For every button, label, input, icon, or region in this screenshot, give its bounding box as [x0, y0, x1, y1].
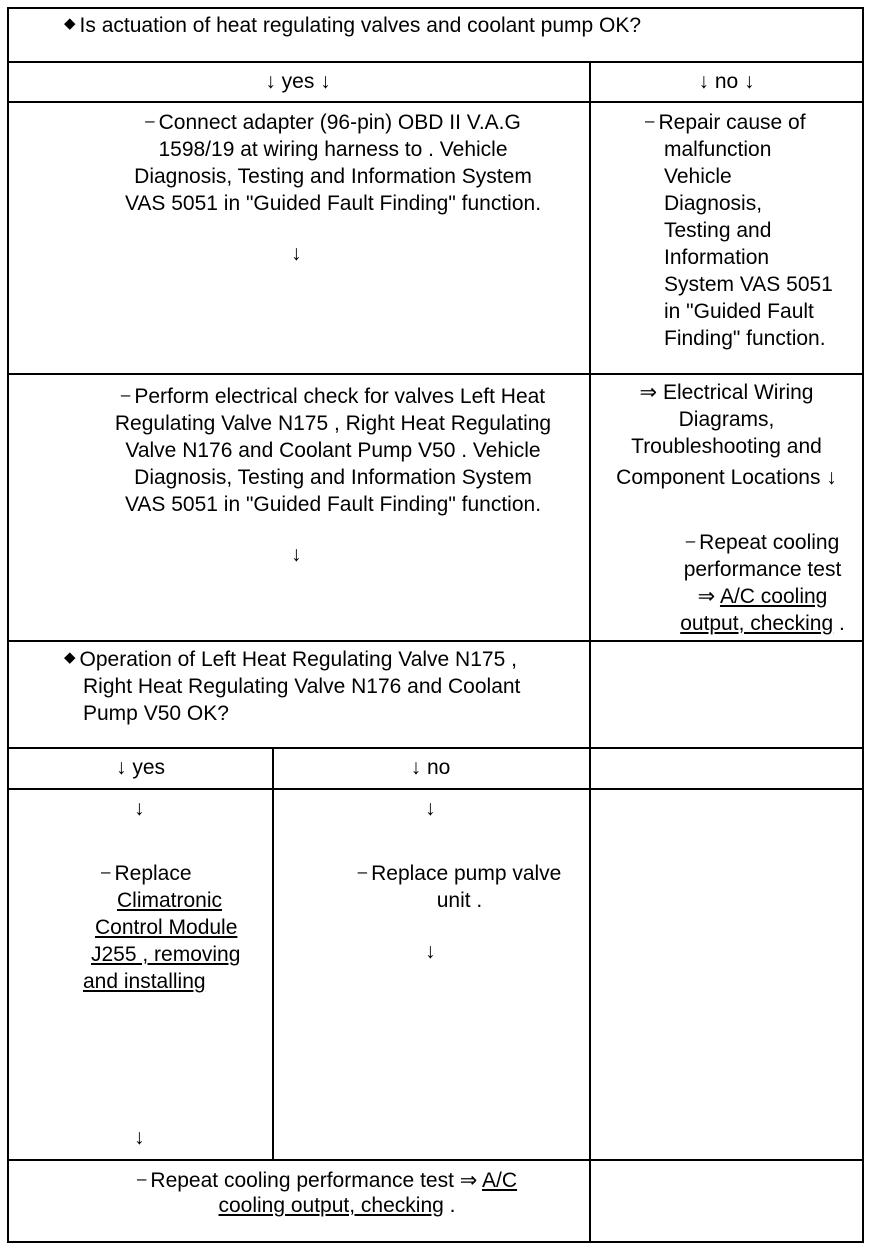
climatronic-module-link[interactable]: Climatronic: [117, 889, 223, 912]
replace-module-step: – Replace Climatronic Control Module J255 , removing and installing: [83, 862, 241, 993]
row-divider: [7, 373, 864, 375]
step-line: Valve N176 and Coolant Pump V50 . Vehicle: [125, 439, 541, 462]
diamond-bullet-icon: ◆: [64, 649, 76, 666]
repeat-cooling-test-step: – Repeat cooling performance test ⇒ A/C cooling output, checking .: [680, 531, 845, 635]
operation-question: ◆ Operation of Left Heat Regulating Valve N175 , Right Heat Regulating Valve N176 and Coolant Pump V50 OK?: [64, 648, 521, 725]
dash-bullet-icon: –: [120, 385, 131, 404]
connect-adapter-step: [89, 107, 577, 217]
electrical-check-step: [80, 381, 586, 518]
no-branch-label: ↓ no: [410, 756, 451, 779]
yes-branch-label: ↓ yes: [115, 756, 165, 779]
step-line: Regulating Valve N175 , Right Heat Regulating: [114, 412, 552, 435]
down-arrow-icon: ↓: [425, 940, 436, 963]
ac-cooling-output-link[interactable]: output, checking: [680, 612, 834, 635]
step-line: Diagnosis, Testing and Information System: [134, 466, 532, 489]
replace-pump-step: – Replace pump valve unit .: [357, 862, 562, 912]
step-line: – Connect adapter (96-pin) OBD II V.A.G: [145, 111, 521, 134]
header-question: [64, 10, 641, 39]
dash-bullet-icon: –: [645, 111, 655, 130]
wiring-diagrams-reference[interactable]: ⇒ Electrical Wiring Diagrams, Troubleshooting and Component Locations ↓: [616, 381, 837, 489]
step-line: 1598/19 at wiring harness to . Vehicle: [158, 138, 508, 161]
ac-cooling-output-link[interactable]: cooling output, checking: [218, 1194, 444, 1217]
step-line: VAS 5051 in "Guided Fault Finding" function.: [124, 192, 542, 215]
dash-bullet-icon: –: [101, 862, 111, 881]
no-branch-label: ↓ no ↓: [698, 70, 755, 93]
dash-bullet-icon: –: [685, 531, 696, 550]
down-arrow-icon: ↓: [291, 242, 302, 265]
repeat-cooling-test-final: – Repeat cooling performance test ⇒ A/C: [136, 1169, 518, 1192]
ac-cooling-output-link[interactable]: A/C cooling: [719, 585, 828, 608]
dash-bullet-icon: –: [136, 1169, 147, 1188]
dash-bullet-icon: –: [357, 862, 368, 881]
row-divider: [7, 788, 864, 790]
row-divider: [7, 640, 864, 642]
dash-bullet-icon: –: [145, 111, 155, 130]
table-border-bottom: [7, 1241, 864, 1243]
climatronic-module-link[interactable]: and installing: [83, 970, 206, 993]
step-line: Diagnosis, Testing and Information System: [134, 165, 532, 188]
step-line: – Perform electrical check for valves Left Heat: [120, 385, 546, 408]
step-line: VAS 5051 in "Guided Fault Finding" function.: [124, 493, 542, 516]
column-divider: [589, 61, 591, 1243]
down-arrow-icon: ↓: [134, 1126, 145, 1149]
double-arrow-icon: ⇒: [697, 585, 716, 608]
header-question-text: Is actuation of heat regulating valves and coolant pump OK?: [79, 14, 642, 37]
row-divider: [7, 61, 864, 63]
row-divider: [7, 1159, 864, 1161]
down-arrow-icon: ↓: [134, 797, 145, 820]
climatronic-module-link[interactable]: J255 , removing: [91, 943, 241, 966]
column-divider: [272, 747, 274, 1161]
row-divider: [7, 747, 864, 749]
down-arrow-icon: ↓: [291, 543, 302, 566]
yes-branch-label: ↓ yes ↓: [265, 70, 331, 93]
down-arrow-icon: ↓: [425, 797, 436, 820]
climatronic-module-link[interactable]: Control Module: [95, 916, 238, 939]
ac-cooling-output-link[interactable]: A/C: [482, 1169, 518, 1192]
table-border-left: [7, 7, 9, 1243]
row-divider: [7, 101, 864, 103]
repair-cause-step: – Repair cause of malfunction Vehicle Diagnosis, Testing and Information System VAS 5051 in "Guided Fault Finding" function.: [645, 111, 833, 350]
repeat-cooling-test-final-line2: cooling output, checking .: [218, 1194, 456, 1217]
diamond-bullet-icon: ◆: [64, 15, 76, 32]
table-border-top: [7, 7, 864, 9]
